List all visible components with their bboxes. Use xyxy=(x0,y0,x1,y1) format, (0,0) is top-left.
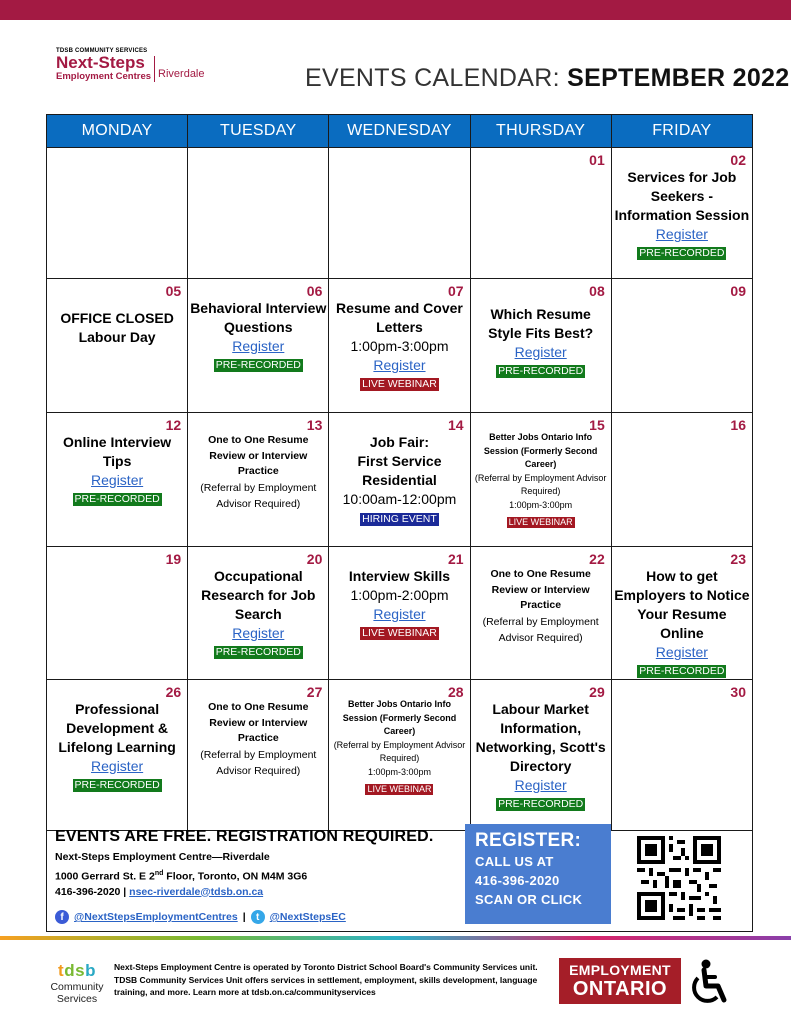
tdsb-letter: b xyxy=(85,961,96,980)
top-accent-bar xyxy=(0,0,791,20)
day-05 xyxy=(47,279,188,413)
pre-recorded-badge: PRE-RECORDED xyxy=(639,247,725,259)
day-number: 16 xyxy=(730,417,746,433)
day-12 xyxy=(47,413,188,547)
header-friday: FRIDAY xyxy=(611,115,752,148)
employment-ontario-logo xyxy=(559,958,681,1004)
events-calendar xyxy=(46,114,753,831)
footer-description: Next-Steps Employment Centre is operated by Toronto District School Board's Community Services unit. TDSB Community Services Unit offers services in settlement, employment, skills development, language training, and more. Learn more at tdsb.on.ca/communityservices xyxy=(114,962,538,997)
day-empty xyxy=(47,148,188,279)
hiring-event-badge: HIRING EVENT xyxy=(362,513,437,525)
register-link[interactable]: Register xyxy=(91,758,144,774)
day-30 xyxy=(611,680,752,831)
register-link[interactable]: Register xyxy=(514,777,567,793)
free-events-headline: EVENTS ARE FREE. REGISTRATION REQUIRED. xyxy=(55,828,434,845)
live-webinar-badge: LIVE WEBINAR xyxy=(508,516,573,527)
logo-location: Riverdale xyxy=(158,67,205,80)
event-note: (Referral by Employment Advisor Required) xyxy=(200,481,317,510)
event-title: Behavioral Interview Questions xyxy=(190,300,327,335)
event-title: Interview Skills xyxy=(348,568,451,584)
day-28 xyxy=(329,680,470,831)
day-01 xyxy=(470,148,611,279)
day-number: 12 xyxy=(165,417,182,433)
title-month: SEPTEMBER 2022 xyxy=(567,64,790,92)
day-number: 08 xyxy=(589,283,605,299)
register-link[interactable]: Register xyxy=(655,644,708,660)
tdsb-community: Community xyxy=(50,981,104,993)
rainbow-divider xyxy=(0,936,791,940)
day-number: 19 xyxy=(165,551,182,567)
event-note: (Referral by Employment Advisor Required) xyxy=(200,748,317,777)
day-15 xyxy=(470,413,611,547)
pre-recorded-badge: PRE-RECORDED xyxy=(498,365,584,377)
live-webinar-badge: LIVE WEBINAR xyxy=(362,378,437,390)
pre-recorded-badge: PRE-RECORDED xyxy=(215,646,301,658)
day-27 xyxy=(188,680,329,831)
day-number: 06 xyxy=(306,283,323,299)
header-thursday: THURSDAY xyxy=(470,115,611,148)
event-title: Online Interview Tips xyxy=(63,434,172,469)
day-number: 15 xyxy=(589,417,605,433)
social-links xyxy=(55,910,346,924)
register-phone: 416-396-2020 xyxy=(475,873,560,888)
event-time: 1:00pm-2:00pm xyxy=(350,587,449,603)
day-26 xyxy=(47,680,188,831)
header-wednesday: WEDNESDAY xyxy=(329,115,470,148)
day-number: 21 xyxy=(447,551,464,567)
accessibility-icon xyxy=(684,958,732,1006)
eo-line2: ONTARIO xyxy=(572,978,668,1000)
register-link[interactable]: Register xyxy=(232,338,285,354)
separator: | xyxy=(242,911,246,923)
day-21 xyxy=(329,547,470,680)
event-title: Better Jobs Ontario Info Session (Formerly Second Career) xyxy=(342,699,457,736)
register-box[interactable] xyxy=(465,824,611,924)
tdsb-letter: ds xyxy=(64,961,86,980)
event-note: (Referral by Employment Advisor Required) xyxy=(474,472,607,496)
event-title: Occupational Research for Job Search xyxy=(201,568,316,622)
register-line: CALL US AT xyxy=(475,854,554,869)
day-number: 05 xyxy=(165,283,182,299)
register-link[interactable]: Register xyxy=(232,625,285,641)
day-number: 14 xyxy=(447,417,464,433)
title-prefix: EVENTS CALENDAR: xyxy=(305,64,560,92)
register-heading: REGISTER: xyxy=(475,830,582,851)
event-title: Professional Development & Lifelong Learning xyxy=(58,701,176,755)
centre-name: Next-Steps Employment Centre—Riverdale xyxy=(55,851,270,863)
event-title: Which Resume Style Fits Best? xyxy=(488,306,594,341)
event-note: (Referral by Employment Advisor Required) xyxy=(333,739,466,763)
logo-name: Next-Steps xyxy=(56,53,145,72)
day-02 xyxy=(611,148,752,279)
event-title: One to One Resume Review or Interview Practice xyxy=(208,701,309,744)
phone-number: 416-396-2020 | xyxy=(55,885,127,898)
event-note: (Referral by Employment Advisor Required) xyxy=(482,615,599,644)
event-title: OFFICE CLOSED Labour Day xyxy=(60,310,174,345)
register-line: SCAN OR CLICK xyxy=(475,892,583,907)
event-time: 1:00pm-3:00pm xyxy=(509,499,573,510)
header-tuesday: TUESDAY xyxy=(188,115,329,148)
register-link[interactable]: Register xyxy=(91,472,144,488)
register-link[interactable]: Register xyxy=(514,344,567,360)
next-steps-logo xyxy=(56,48,205,82)
day-23 xyxy=(611,547,752,680)
day-number: 01 xyxy=(589,152,605,168)
day-06 xyxy=(188,279,329,413)
eo-line1: EMPLOYMENT xyxy=(569,962,671,978)
contact-line xyxy=(55,885,307,901)
logo-subname: Employment Centres xyxy=(56,71,152,82)
tdsb-services: Services xyxy=(56,993,98,1005)
day-09 xyxy=(611,279,752,413)
tdsb-wordmark xyxy=(46,961,108,981)
event-title: Labour Market Information, Networking, Scott's Directory xyxy=(475,701,606,774)
address-sup: nd xyxy=(154,869,164,877)
day-14 xyxy=(329,413,470,547)
email-link[interactable]: nsec-riverdale@tdsb.on.ca xyxy=(129,885,264,898)
event-title: One to One Resume Review or Interview Practice xyxy=(208,434,309,477)
centre-address xyxy=(55,850,307,900)
header-monday: MONDAY xyxy=(47,115,188,148)
event-title: Job Fair: xyxy=(369,434,430,450)
event-time: 10:00am-12:00pm xyxy=(342,491,457,507)
pre-recorded-badge: PRE-RECORDED xyxy=(74,779,160,791)
day-number: 29 xyxy=(589,684,605,700)
day-number: 26 xyxy=(165,684,182,700)
live-webinar-badge: LIVE WEBINAR xyxy=(367,783,432,794)
day-29 xyxy=(470,680,611,831)
twitter-link[interactable]: @NextStepsEC xyxy=(269,911,346,923)
event-title: One to One Resume Review or Interview Practice xyxy=(490,568,591,611)
register-link[interactable]: Register xyxy=(373,357,426,373)
logo-org: TDSB COMMUNITY SERVICES xyxy=(56,48,148,54)
street-address xyxy=(55,866,307,885)
address-part: Floor, Toronto, ON M4M 3G6 xyxy=(163,870,308,882)
day-number: 07 xyxy=(447,283,464,299)
day-07 xyxy=(329,279,470,413)
twitter-icon: t xyxy=(251,910,265,924)
day-number: 23 xyxy=(730,551,746,567)
event-time: 1:00pm-3:00pm xyxy=(367,766,431,777)
pre-recorded-badge: PRE-RECORDED xyxy=(498,798,584,810)
event-subtitle: First Service Residential xyxy=(357,453,442,488)
pre-recorded-badge: PRE-RECORDED xyxy=(74,493,160,505)
facebook-link[interactable]: @NextStepsEmploymentCentres xyxy=(74,911,238,923)
day-number: 02 xyxy=(730,152,746,168)
qr-code-icon[interactable] xyxy=(637,836,721,920)
day-number: 13 xyxy=(306,417,323,433)
event-title: How to get Employers to Notice Your Resume Online xyxy=(614,568,750,641)
register-link[interactable]: Register xyxy=(373,606,426,622)
info-panel xyxy=(46,824,753,932)
day-20 xyxy=(188,547,329,680)
facebook-icon: f xyxy=(55,910,69,924)
day-number: 27 xyxy=(306,684,323,700)
day-16 xyxy=(611,413,752,547)
day-number: 09 xyxy=(730,283,746,299)
day-19 xyxy=(47,547,188,680)
register-link[interactable]: Register xyxy=(655,226,708,242)
address-part: 1000 Gerrard St. E 2 xyxy=(55,870,155,882)
day-number: 30 xyxy=(730,684,746,700)
pre-recorded-badge: PRE-RECORDED xyxy=(215,359,301,371)
pre-recorded-badge: PRE-RECORDED xyxy=(639,665,725,677)
day-number: 28 xyxy=(447,684,464,700)
day-empty xyxy=(188,148,329,279)
live-webinar-badge: LIVE WEBINAR xyxy=(362,627,437,639)
logo-divider xyxy=(154,56,155,82)
day-22 xyxy=(470,547,611,680)
page-title xyxy=(305,64,789,93)
event-time: 1:00pm-3:00pm xyxy=(350,338,449,354)
day-13 xyxy=(188,413,329,547)
tdsb-letter: t xyxy=(58,961,65,980)
day-08 xyxy=(470,279,611,413)
event-title: Services for Job Seekers - Information Session xyxy=(614,169,750,223)
day-number: 20 xyxy=(306,551,323,567)
day-number: 22 xyxy=(589,551,605,567)
event-title: Better Jobs Ontario Info Session (Formerly Second Career) xyxy=(483,432,598,469)
event-title: Resume and Cover Letters xyxy=(336,300,463,335)
day-empty xyxy=(329,148,470,279)
tdsb-logo xyxy=(46,961,108,1005)
